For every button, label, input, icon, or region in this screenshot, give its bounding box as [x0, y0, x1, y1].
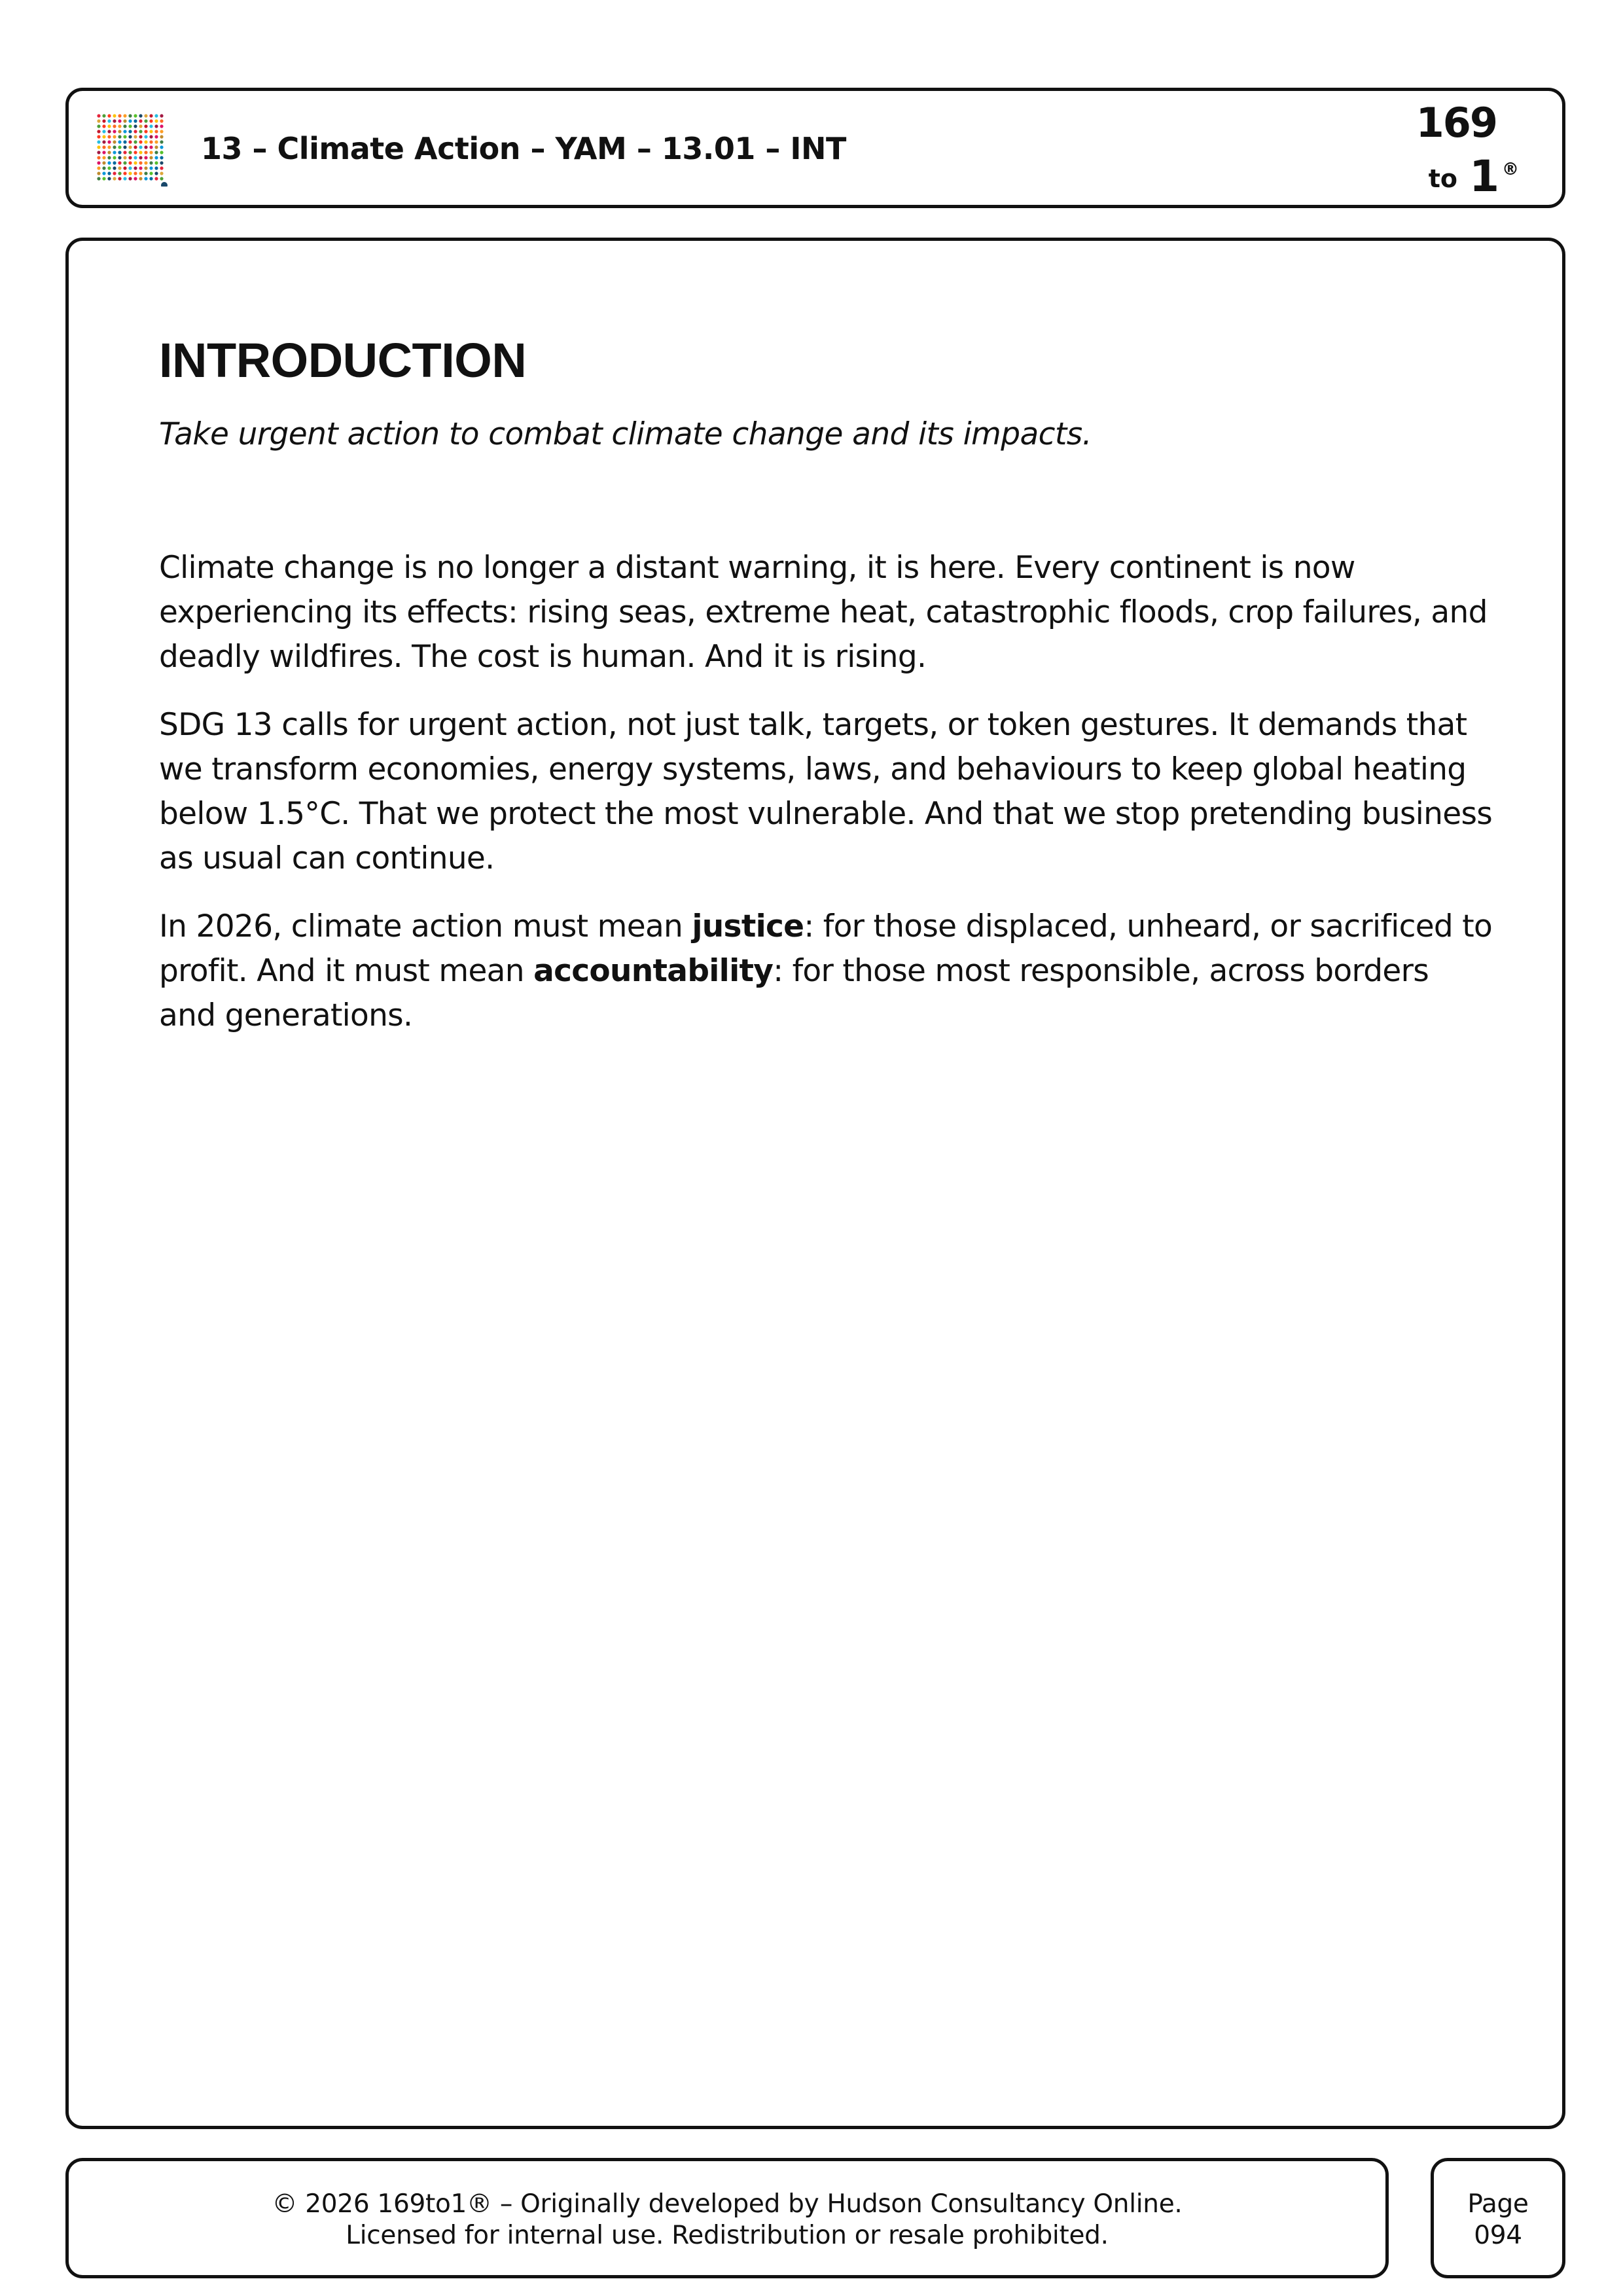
logo-dot	[107, 166, 111, 170]
logo-dot	[160, 156, 163, 159]
logo-dot	[134, 156, 137, 159]
logo-dot	[118, 161, 121, 164]
logo-dot	[144, 130, 147, 133]
section-heading: INTRODUCTION	[159, 333, 527, 387]
logo-dot	[123, 140, 126, 143]
brand-one: 1	[1469, 151, 1499, 202]
logo-dot	[160, 161, 163, 164]
logo-dot	[144, 145, 147, 149]
logo-dot	[107, 124, 111, 128]
logo-dot	[102, 130, 105, 133]
logo-dot	[160, 151, 163, 154]
logo-dot	[139, 171, 142, 175]
logo-dot	[144, 171, 147, 175]
logo-dot	[149, 171, 152, 175]
logo-dot	[107, 135, 111, 138]
logo-dot	[139, 130, 142, 133]
document-code: 13 – Climate Action – YAM – 13.01 – INT	[201, 131, 846, 166]
logo-dot	[134, 135, 137, 138]
page-number: 094	[1474, 2221, 1522, 2250]
logo-dot	[102, 156, 105, 159]
document-header	[65, 88, 1565, 208]
logo-dot	[144, 124, 147, 128]
logo-dot	[97, 140, 100, 143]
logo-dot	[154, 135, 158, 138]
logo-dot	[107, 161, 111, 164]
brand-number: 169	[1416, 99, 1497, 147]
logo-dot	[118, 119, 121, 122]
logo-dot	[134, 114, 137, 117]
content-panel	[65, 238, 1565, 2129]
logo-dot	[97, 145, 100, 149]
content-body	[159, 241, 1494, 1038]
logo-dot	[102, 151, 105, 154]
logo-dot	[160, 166, 163, 170]
logo-dot	[128, 119, 132, 122]
logo-dot	[154, 119, 158, 122]
logo-dot	[113, 130, 116, 133]
logo-dot	[149, 166, 152, 170]
logo-dot	[107, 130, 111, 133]
logo-dot	[139, 135, 142, 138]
logo-dot	[139, 177, 142, 180]
logo-dot	[134, 166, 137, 170]
footer-credit	[65, 2158, 1389, 2278]
logo-dot	[154, 145, 158, 149]
logo-dot	[139, 124, 142, 128]
logo-dot	[97, 124, 100, 128]
logo-dot	[118, 130, 121, 133]
logo-dot	[118, 114, 121, 117]
logo-dot	[123, 156, 126, 159]
logo-dot	[134, 124, 137, 128]
logo-dot	[118, 124, 121, 128]
logo-dot	[113, 119, 116, 122]
logo-dot	[97, 119, 100, 122]
logo-dot	[149, 135, 152, 138]
logo-dot	[97, 161, 100, 164]
logo-dot	[97, 114, 100, 117]
logo-dot	[160, 114, 163, 117]
logo-dot	[107, 151, 111, 154]
brand-logo	[1392, 98, 1519, 205]
section-subtitle: Take urgent action to combat climate change and its impacts.	[159, 416, 1092, 452]
page-indicator	[1431, 2158, 1565, 2278]
logo-dot	[154, 156, 158, 159]
logo-dot	[102, 177, 105, 180]
logo-dot	[154, 130, 158, 133]
logo-dot	[154, 161, 158, 164]
logo-dot	[123, 171, 126, 175]
logo-dot	[123, 130, 126, 133]
logo-dot	[144, 140, 147, 143]
logo-dot	[102, 145, 105, 149]
logo-dot	[128, 140, 132, 143]
logo-dot	[139, 145, 142, 149]
logo-dot	[128, 166, 132, 170]
logo-dot	[102, 140, 105, 143]
logo-dot	[102, 135, 105, 138]
logo-dot	[160, 171, 163, 175]
logo-dot	[123, 177, 126, 180]
logo-dot	[123, 145, 126, 149]
dot-grid-logo-icon	[96, 113, 169, 187]
page-label: Page	[1467, 2189, 1529, 2219]
logo-dot	[128, 135, 132, 138]
logo-dot	[134, 171, 137, 175]
logo-dot	[123, 166, 126, 170]
logo-dot	[113, 124, 116, 128]
logo-dot	[160, 124, 163, 128]
logo-dot	[154, 166, 158, 170]
logo-dot	[149, 156, 152, 159]
logo-dot	[107, 140, 111, 143]
logo-dot	[97, 177, 100, 180]
logo-dot	[139, 140, 142, 143]
license-line: Licensed for internal use. Redistribution or resale prohibited.	[346, 2221, 1109, 2250]
logo-dot	[134, 161, 137, 164]
logo-dot	[134, 145, 137, 149]
logo-dot	[144, 135, 147, 138]
brand-registered-mark: ®	[1502, 160, 1519, 179]
logo-dot	[144, 177, 147, 180]
logo-dot	[134, 177, 137, 180]
logo-dot	[149, 114, 152, 117]
logo-dot	[149, 124, 152, 128]
logo-dot	[118, 140, 121, 143]
logo-dot	[123, 151, 126, 154]
logo-dot	[134, 119, 137, 122]
logo-dot	[144, 156, 147, 159]
logo-dot	[102, 166, 105, 170]
logo-dot	[107, 171, 111, 175]
logo-dot	[107, 156, 111, 159]
brand-to: to	[1428, 164, 1457, 193]
logo-dot	[144, 161, 147, 164]
logo-dot	[118, 135, 121, 138]
logo-dot	[149, 145, 152, 149]
logo-dot	[97, 130, 100, 133]
logo-dot	[102, 119, 105, 122]
paragraph-3-text-3: : for those most responsible, across borders and generations.	[159, 953, 1429, 1033]
paragraph-3	[159, 905, 1494, 1038]
logo-dot	[139, 114, 142, 117]
logo-dot	[107, 119, 111, 122]
logo-dot	[123, 119, 126, 122]
logo-dot	[134, 140, 137, 143]
logo-dot	[139, 151, 142, 154]
logo-dot	[128, 161, 132, 164]
logo-dot	[154, 177, 158, 180]
logo-dot	[144, 114, 147, 117]
logo-dot	[160, 177, 163, 180]
paragraph-3-text-2: : for those displaced, unheard, or sacrificed to profit. And it must mean	[159, 908, 1493, 989]
logo-dot	[139, 156, 142, 159]
logo-dot	[118, 171, 121, 175]
logo-dot	[118, 177, 121, 180]
logo-dot	[113, 161, 116, 164]
logo-dot	[113, 177, 116, 180]
logo-dot	[123, 114, 126, 117]
logo-dot	[144, 151, 147, 154]
logo-dot	[154, 151, 158, 154]
logo-dot	[102, 114, 105, 117]
logo-dot	[160, 145, 163, 149]
logo-dot	[113, 135, 116, 138]
logo-dot	[123, 124, 126, 128]
logo-dot	[154, 114, 158, 117]
logo-dot	[97, 135, 100, 138]
logo-dot	[160, 135, 163, 138]
logo-dot	[97, 156, 100, 159]
logo-dot	[139, 119, 142, 122]
logo-dot	[128, 177, 132, 180]
logo-accent-dot	[161, 182, 168, 187]
logo-dot	[97, 151, 100, 154]
logo-dot	[118, 151, 121, 154]
logo-dot	[160, 119, 163, 122]
logo-dot	[113, 140, 116, 143]
logo-dot	[149, 161, 152, 164]
paragraph-1: Climate change is no longer a distant warning, it is here. Every continent is now experiencing its effects: rising seas, extreme heat, catastrophic floods, crop failures, and deadly wildfires. The cost is human. And it is rising.	[159, 550, 1488, 675]
logo-dot	[160, 140, 163, 143]
logo-dot	[144, 166, 147, 170]
copyright-line: © 2026 169to1® – Originally developed by Hudson Consultancy Online.	[272, 2189, 1183, 2219]
logo-dot	[128, 145, 132, 149]
logo-dot	[107, 177, 111, 180]
emphasis-accountability: accountability	[533, 953, 774, 989]
logo-dot	[113, 156, 116, 159]
logo-dot	[149, 140, 152, 143]
logo-dot	[97, 171, 100, 175]
logo-dot	[139, 166, 142, 170]
logo-dot	[134, 151, 137, 154]
logo-dot	[118, 166, 121, 170]
logo-dot	[97, 166, 100, 170]
logo-dot	[134, 130, 137, 133]
logo-dot	[160, 130, 163, 133]
logo-dot	[118, 156, 121, 159]
logo-dot	[107, 145, 111, 149]
logo-dot	[144, 119, 147, 122]
logo-dot	[102, 171, 105, 175]
logo-dot	[128, 171, 132, 175]
logo-dot	[149, 151, 152, 154]
logo-dot	[154, 124, 158, 128]
logo-dot	[118, 145, 121, 149]
logo-dot	[128, 124, 132, 128]
logo-dot	[113, 145, 116, 149]
emphasis-justice: justice	[692, 908, 804, 944]
logo-dot	[113, 166, 116, 170]
logo-dot	[113, 171, 116, 175]
logo-dot	[113, 151, 116, 154]
logo-dot	[113, 114, 116, 117]
logo-dot	[102, 124, 105, 128]
logo-dot	[123, 161, 126, 164]
logo-dot	[154, 171, 158, 175]
logo-dot	[102, 161, 105, 164]
logo-dot	[107, 114, 111, 117]
logo-dot	[149, 177, 152, 180]
logo-dot	[139, 161, 142, 164]
logo-dot	[128, 151, 132, 154]
paragraph-2: SDG 13 calls for urgent action, not just talk, targets, or token gestures. It demands that we transform economies, energy systems, laws, and behaviours to keep global heating below 1.5°C. That we protect the most vulnerable. And that we stop pretending business as usual can continue.	[159, 707, 1493, 876]
logo-dot	[128, 114, 132, 117]
logo-dot	[154, 140, 158, 143]
logo-dot	[149, 130, 152, 133]
logo-dot	[149, 119, 152, 122]
logo-dot	[128, 130, 132, 133]
paragraph-3-text-1: In 2026, climate action must mean	[159, 908, 692, 944]
logo-dot	[123, 135, 126, 138]
logo-dot	[128, 156, 132, 159]
